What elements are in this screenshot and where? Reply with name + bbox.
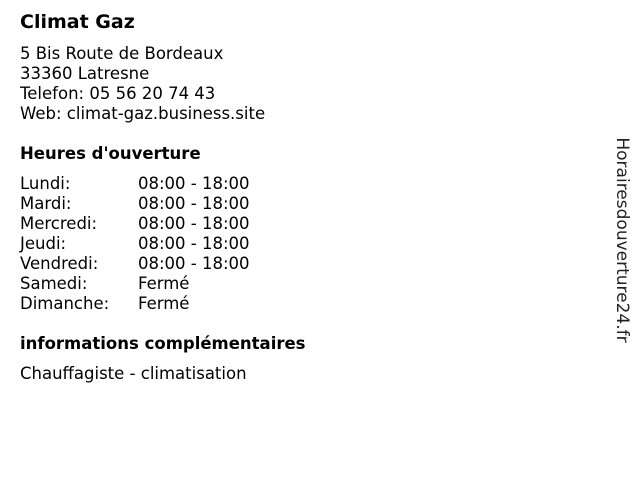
day-label: Samedi: [20, 274, 88, 293]
business-card [20, 10, 600, 384]
hours-row-sunday [20, 294, 600, 314]
day-hours: Fermé [138, 274, 190, 293]
business-name: Climat Gaz [20, 11, 135, 33]
day-label: Vendredi: [20, 254, 99, 273]
day-label: Mardi: [20, 194, 72, 213]
day-hours: Fermé [138, 294, 190, 313]
info-title: informations complémentaires [20, 334, 306, 353]
address-city: 33360 Latresne [20, 64, 150, 83]
phone-number[interactable]: 05 56 20 74 43 [89, 84, 216, 103]
day-label: Jeudi: [20, 234, 67, 253]
day-hours: 08:00 - 18:00 [138, 214, 250, 233]
day-label: Lundi: [20, 174, 71, 193]
hours-table [20, 174, 600, 314]
address-street: 5 Bis Route de Bordeaux [20, 44, 224, 63]
hours-row-monday [20, 174, 600, 194]
hours-row-saturday [20, 274, 600, 294]
web-label: Web: [20, 104, 62, 123]
day-hours: 08:00 - 18:00 [138, 194, 250, 213]
day-hours: 08:00 - 18:00 [138, 234, 250, 253]
day-label: Mercredi: [20, 214, 98, 233]
web-line [20, 104, 600, 124]
site-watermark: Horairesdouverture24.fr [612, 137, 632, 343]
phone-line [20, 84, 600, 104]
hours-row-wednesday [20, 214, 600, 234]
hours-row-thursday [20, 234, 600, 254]
day-label: Dimanche: [20, 294, 110, 313]
web-link[interactable]: climat-gaz.business.site [66, 104, 266, 123]
hours-title: Heures d'ouverture [20, 144, 201, 163]
phone-label: Telefon: [20, 84, 85, 103]
day-hours: 08:00 - 18:00 [138, 174, 250, 193]
hours-row-friday [20, 254, 600, 274]
day-hours: 08:00 - 18:00 [138, 254, 250, 273]
info-text: Chauffagiste - climatisation [20, 364, 247, 383]
hours-row-tuesday [20, 194, 600, 214]
